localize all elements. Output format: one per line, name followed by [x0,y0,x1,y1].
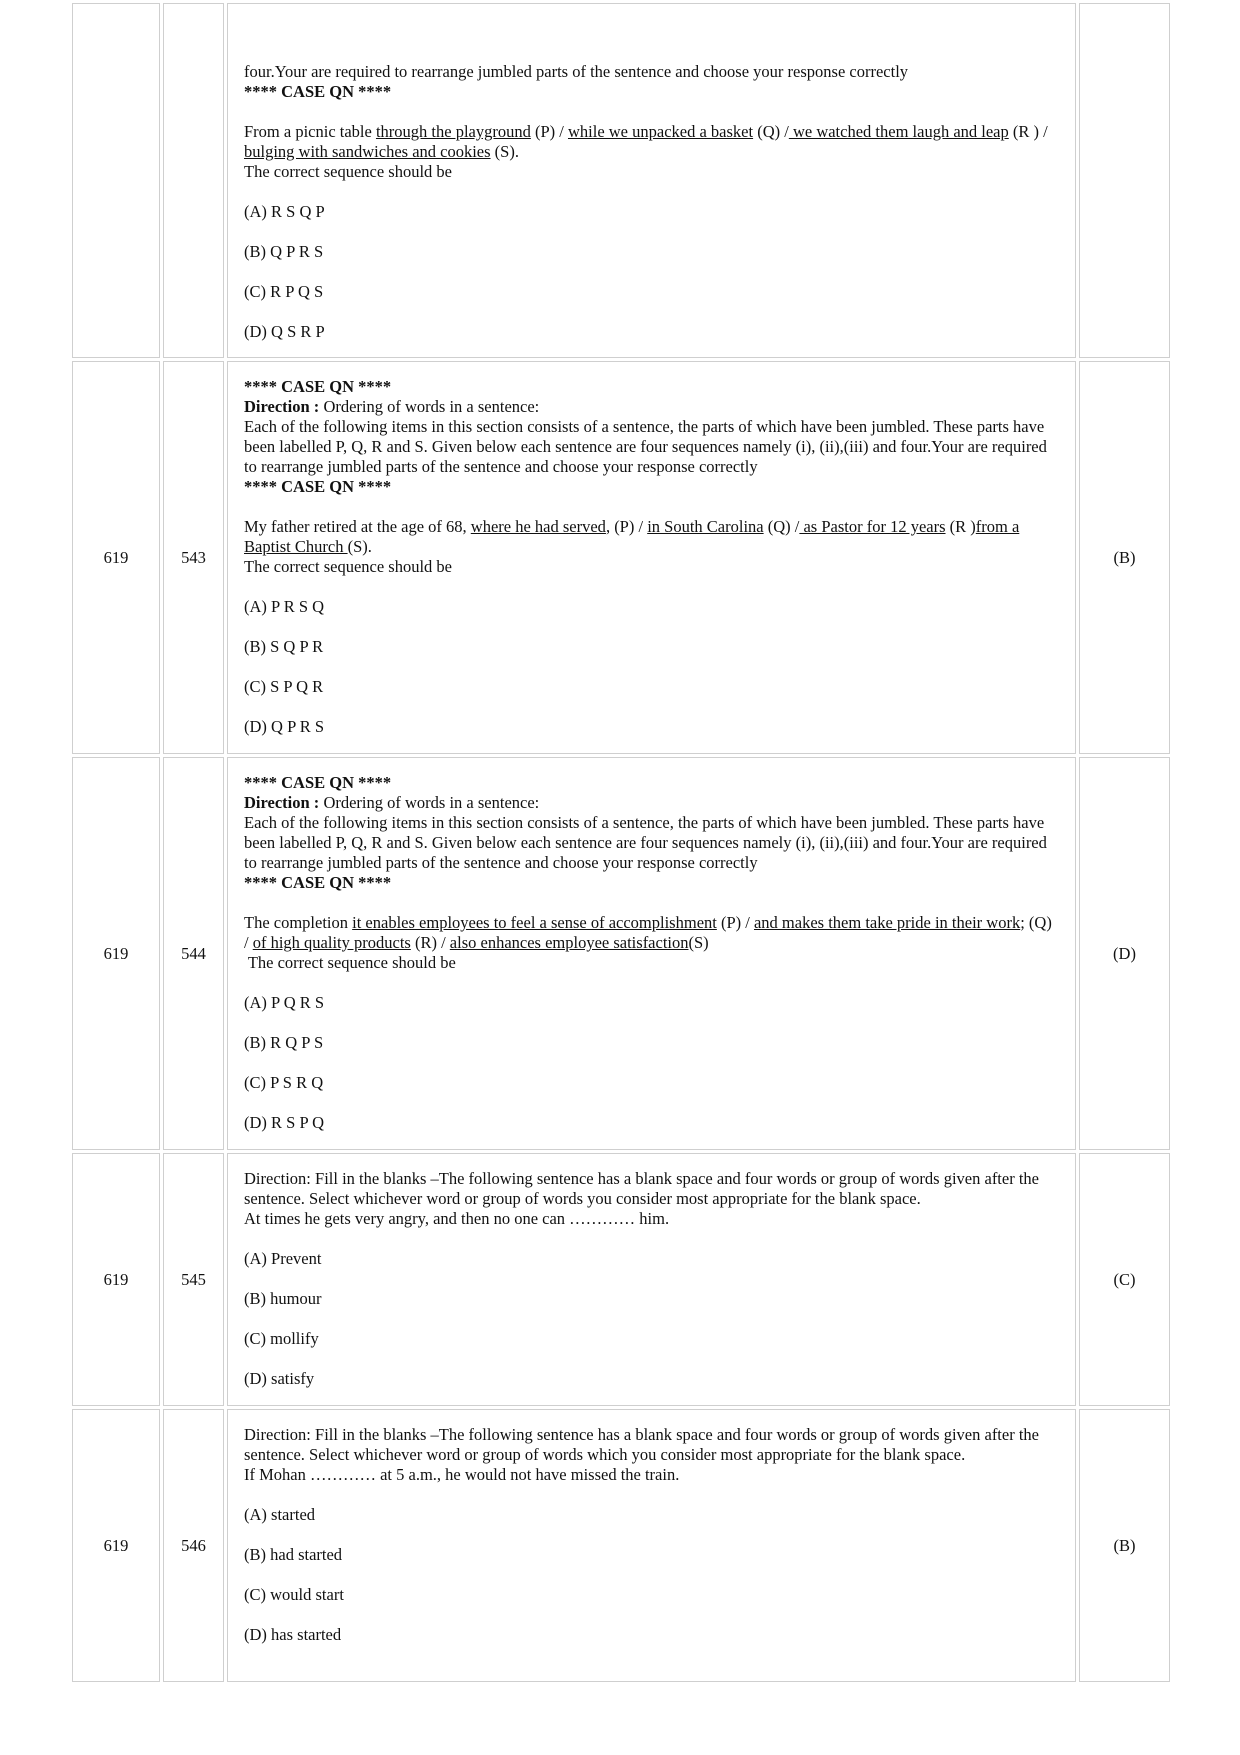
case-marker: **** CASE QN **** [244,82,392,101]
option-c: (C) S P Q R [244,677,324,696]
option-a: (A) P R S Q [244,597,325,616]
question-cell [227,757,1076,1150]
sentence-part: My father retired at the age of 68, [244,517,471,536]
sentence-part: (P) / [530,122,568,141]
sentence-part: bulging with sandwiches and cookies [244,142,491,161]
table-row [72,1153,1170,1406]
case-marker: **** CASE QN **** [244,773,392,792]
sentence-part: (S). [347,537,372,556]
table-row [72,3,1170,358]
table-row [72,361,1170,754]
option-b: (B) R Q P S [244,1033,324,1052]
serial-cell: 619 [72,757,160,1150]
case-marker: **** CASE QN **** [244,377,392,396]
option-d: (D) Q P R S [244,717,325,736]
serial-cell [72,3,160,358]
sentence-part: The completion [244,913,353,932]
question-cell [227,3,1076,358]
sentence-part: (S). [490,142,519,161]
question-table [69,0,1173,1685]
question-id-cell: 544 [163,757,224,1150]
sentence-part: we watched them laugh and leap [788,122,1009,141]
option-d: (D) has started [244,1625,342,1644]
sentence-part: (R ) [945,517,976,536]
direction: Direction: Fill in the blanks –The following sentence has a blank space and four words or group of words given after the sentence. Select whichever word or group of words you consider most appropriate for the blank space. [244,1169,1039,1208]
sentence-part: (P) / [716,913,754,932]
sentence-part: (Q) / [753,122,789,141]
option-c: (C) would start [244,1585,344,1604]
intro-text: Each of the following items in this section consists of a sentence, the parts of which have been jumbled. These parts have been labelled P, Q, R and S. Given below each sentence are four sequences namely (i), (ii),(iii) and four.Your are required to rearrange jumbled parts of the sentence and choose your response correctly [244,417,1047,476]
sequence-prompt: The correct sequence should be [244,953,456,972]
option-d: (D) R S P Q [244,1113,325,1132]
sentence-part: (R ) / [1008,122,1048,141]
sequence-prompt: The correct sequence should be [244,162,452,181]
question-sentence: If Mohan ………… at 5 a.m., he would not have missed the train. [244,1465,680,1484]
answer-cell: (D) [1079,757,1170,1150]
sequence-prompt: The correct sequence should be [244,557,452,576]
sentence-part: it enables employees to feel a sense of accomplishment [352,913,717,932]
question-cell [227,1409,1076,1682]
sentence-part: ; (Q) / [244,913,1052,952]
jumbled-sentence [244,517,1059,557]
question-id-cell [163,3,224,358]
question-sentence: At times he gets very angry, and then no one can ………… him. [244,1209,670,1228]
serial-cell: 619 [72,1409,160,1682]
sentence-part: while we unpacked a basket [567,122,754,141]
table-row [72,1409,1170,1682]
answer-cell: (B) [1079,1409,1170,1682]
question-cell [227,361,1076,754]
jumbled-sentence [244,913,1059,953]
sentence-part: (Q) / [763,517,800,536]
sentence-part: (R) / [410,933,450,952]
question-id-cell: 545 [163,1153,224,1406]
sentence-part: (S) [688,933,709,952]
option-c: (C) mollify [244,1329,319,1348]
option-a: (A) R S Q P [244,202,325,221]
option-b: (B) Q P R S [244,242,324,261]
sentence-part: From a picnic table [244,122,376,141]
option-d: (D) satisfy [244,1369,315,1388]
option-a: (A) Prevent [244,1249,322,1268]
direction: Direction : Ordering of words in a sentence: [244,397,540,416]
direction: Direction: Fill in the blanks –The following sentence has a blank space and four words or group of words given after the sentence. Select whichever word or group of words which you consider most appropriate for the blank space. [244,1425,1039,1464]
option-b: (B) humour [244,1289,322,1308]
question-cell [227,1153,1076,1406]
sentence-part: in South Carolina [647,517,764,536]
case-marker: **** CASE QN **** [244,873,392,892]
case-marker: **** CASE QN **** [244,477,392,496]
question-id-cell: 546 [163,1409,224,1682]
sentence-part: and makes them take pride in their work [753,913,1021,932]
sentence-part: where he had served [470,517,606,536]
sentence-part: , (P) / [605,517,648,536]
answer-cell: (B) [1079,361,1170,754]
answer-cell: (C) [1079,1153,1170,1406]
jumbled-sentence [244,122,1059,162]
intro-text: four.Your are required to rearrange jumbled parts of the sentence and choose your response correctly [244,62,909,81]
option-d: (D) Q S R P [244,322,325,341]
option-c: (C) P S R Q [244,1073,324,1092]
direction: Direction : Ordering of words in a sentence: [244,793,540,812]
question-id-cell: 543 [163,361,224,754]
sentence-part: through the playground [375,122,531,141]
option-b: (B) S Q P R [244,637,324,656]
answer-cell [1079,3,1170,358]
intro-text: Each of the following items in this section consists of a sentence, the parts of which have been jumbled. These parts have been labelled P, Q, R and S. Given below each sentence are four sequences namely (i), (ii),(iii) and four.Your are required to rearrange jumbled parts of the sentence and choose your response correctly [244,813,1047,872]
option-a: (A) P Q R S [244,993,325,1012]
sentence-part: from a Baptist Church [244,517,1020,556]
sentence-part: as Pastor for 12 years [799,517,946,536]
option-b: (B) had started [244,1545,343,1564]
sentence-part: also enhances employee satisfaction [449,933,689,952]
option-c: (C) R P Q S [244,282,324,301]
sentence-part: of high quality products [252,933,411,952]
serial-cell: 619 [72,361,160,754]
table-row [72,757,1170,1150]
serial-cell: 619 [72,1153,160,1406]
option-a: (A) started [244,1505,316,1524]
